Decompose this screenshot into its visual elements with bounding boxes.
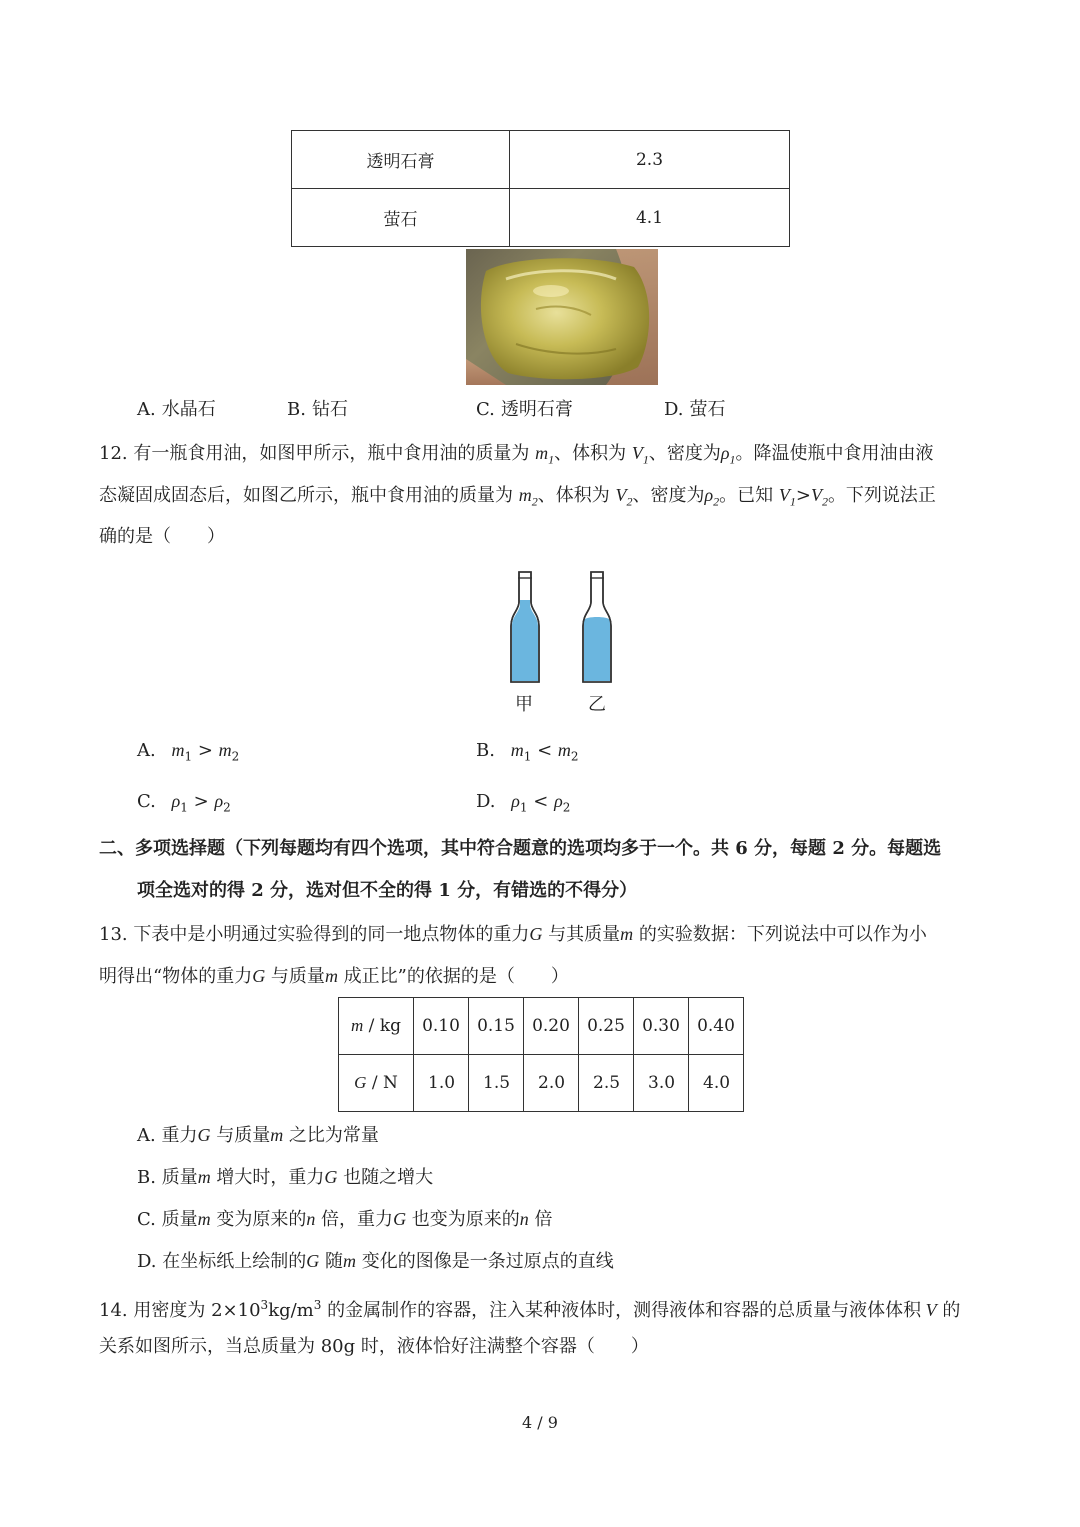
text: 与其质量 xyxy=(542,924,621,945)
symbol: G xyxy=(306,1251,320,1271)
subscript: 2 xyxy=(570,749,579,764)
table-cell-name: 透明石膏 xyxy=(292,131,510,189)
option-letter: A. xyxy=(137,1125,156,1146)
subscript: 1 xyxy=(789,494,796,509)
text: 用密度为 2×10 xyxy=(133,1300,261,1321)
q14-line-1 xyxy=(99,1284,960,1332)
table-cell-name: 萤石 xyxy=(292,189,510,247)
symbol: V xyxy=(921,1300,937,1320)
m-cell: 0.40 xyxy=(689,998,744,1055)
symbol: ρ xyxy=(511,791,520,811)
question-number: 13. xyxy=(99,924,128,945)
unit: / N xyxy=(366,1073,398,1093)
q13-option-b xyxy=(137,1156,433,1199)
symbol: m xyxy=(518,485,532,505)
operator: < xyxy=(533,791,549,812)
q11-option-a xyxy=(137,389,216,431)
symbol: n xyxy=(306,1209,316,1229)
symbol: ρ xyxy=(554,791,563,811)
density-table xyxy=(291,130,790,247)
symbol: m xyxy=(197,1167,211,1187)
q12-option-d xyxy=(476,780,570,829)
q14-line-2: 关系如图所示，当总质量为 80g 时，液体恰好注满整个容器（ ） xyxy=(99,1336,649,1357)
m-cell: 0.10 xyxy=(414,998,469,1055)
table-cell-value: 2.3 xyxy=(510,131,790,189)
symbol: m xyxy=(324,966,338,986)
subscript: 1 xyxy=(548,452,555,467)
subscript: 1 xyxy=(642,452,649,467)
symbol: m xyxy=(218,740,232,760)
q12-line-3: 确的是（ ） xyxy=(99,526,225,547)
page-number: 4 / 9 xyxy=(522,1413,558,1432)
superscript: 3 xyxy=(313,1298,322,1312)
bottle-yi-icon xyxy=(583,572,611,682)
text: 、体积为 xyxy=(537,485,616,506)
g-cell: 2.0 xyxy=(524,1055,579,1112)
text: 变为原来的 xyxy=(210,1209,307,1230)
symbol: m xyxy=(270,1125,284,1145)
option-text: 钻石 xyxy=(311,399,348,420)
symbol: m xyxy=(535,443,549,463)
text: 增大时，重力 xyxy=(210,1167,325,1188)
superscript: 3 xyxy=(260,1298,269,1312)
symbol: G xyxy=(529,924,543,944)
symbol: m xyxy=(351,1016,364,1035)
subscript: 1 xyxy=(184,749,193,764)
option-letter: C. xyxy=(476,399,495,420)
bottle-label-jia: 甲 xyxy=(515,694,533,715)
subscript: 2 xyxy=(821,494,828,509)
q13-line-2 xyxy=(99,955,569,998)
operator: < xyxy=(537,740,553,761)
symbol: G xyxy=(393,1209,407,1229)
symbol: G xyxy=(354,1073,367,1092)
option-letter: C. xyxy=(137,1209,156,1230)
operator: > xyxy=(193,791,209,812)
symbol: m xyxy=(342,1251,356,1271)
option-letter: B. xyxy=(287,399,306,420)
operator: > xyxy=(197,740,213,761)
subscript: 1 xyxy=(519,800,528,815)
text: 倍，重力 xyxy=(315,1209,394,1230)
symbol: m xyxy=(557,740,571,760)
text: 、密度为 xyxy=(648,443,721,464)
text: 在坐标纸上绘制的 xyxy=(162,1251,307,1272)
text: 的金属制作的容器，注入某种液体时，测得液体和容器的总质量与液体体积 xyxy=(321,1300,922,1321)
q13-line-1 xyxy=(99,913,927,956)
m-cell: 0.30 xyxy=(634,998,689,1055)
symbol: m xyxy=(171,740,185,760)
option-letter: D. xyxy=(664,399,684,420)
q13-option-c xyxy=(137,1198,553,1241)
subscript: 2 xyxy=(562,800,571,815)
symbol: ρ xyxy=(704,485,714,505)
q11-option-c xyxy=(476,389,573,431)
text: 、密度为 xyxy=(632,485,705,506)
option-letter: C. xyxy=(137,791,156,812)
symbol: V xyxy=(631,443,643,463)
m-cell: 0.20 xyxy=(524,998,579,1055)
text: 、体积为 xyxy=(554,443,632,464)
question-number: 14. xyxy=(99,1300,128,1321)
symbol: G xyxy=(324,1167,338,1187)
g-cell: 4.0 xyxy=(689,1055,744,1112)
m-cell: 0.25 xyxy=(579,998,634,1055)
g-cell: 3.0 xyxy=(634,1055,689,1112)
g-cell: 1.5 xyxy=(469,1055,524,1112)
unit: / kg xyxy=(363,1016,401,1036)
g-cell: 2.5 xyxy=(579,1055,634,1112)
subscript: 2 xyxy=(223,800,231,815)
text: 成正比”的依据的是（ ） xyxy=(337,966,569,987)
symbol: m xyxy=(510,740,524,760)
q13-option-a xyxy=(137,1114,379,1157)
option-text: 水晶石 xyxy=(161,399,216,420)
g-cell: 1.0 xyxy=(414,1055,469,1112)
symbol: V xyxy=(615,485,627,505)
text: > xyxy=(795,485,811,506)
symbol: V xyxy=(810,485,822,505)
section-2-heading-cont: 项全选对的得 2 分，选对但不全的得 1 分，有错选的不得分） xyxy=(137,880,638,901)
subscript: 1 xyxy=(523,749,532,764)
section-2-heading: 二、多项选择题（下列每题均有四个选项，其中符合题意的选项均多于一个。共 6 分，每题 2 分。每题选 xyxy=(99,838,942,859)
symbol: ρ xyxy=(720,443,730,463)
text: 与质量 xyxy=(265,966,325,987)
subscript: 2 xyxy=(231,749,240,764)
text: 变化的图像是一条过原点的直线 xyxy=(355,1251,614,1272)
bottle-jia-icon xyxy=(511,572,539,682)
symbol: m xyxy=(620,924,634,944)
text: 明得出“物体的重力 xyxy=(99,966,253,987)
text: 。已知 xyxy=(719,485,779,506)
text: 重力 xyxy=(161,1125,198,1146)
q13-option-d xyxy=(137,1240,614,1283)
option-letter: D. xyxy=(476,791,496,812)
option-letter: B. xyxy=(137,1167,156,1188)
symbol: m xyxy=(197,1209,211,1229)
text: 随 xyxy=(319,1251,343,1272)
text: 与质量 xyxy=(210,1125,271,1146)
text: 也随之增大 xyxy=(337,1167,434,1188)
q11-option-b xyxy=(287,389,348,431)
text: 有一瓶食用油，如图甲所示，瓶中食用油的质量为 xyxy=(133,443,536,464)
q12-option-c xyxy=(137,780,231,829)
symbol: n xyxy=(519,1209,529,1229)
text: 也变为原来的 xyxy=(406,1209,520,1230)
option-letter: A. xyxy=(137,740,156,761)
subscript: 1 xyxy=(729,452,736,467)
q11-option-d xyxy=(664,389,726,431)
subscript: 2 xyxy=(713,494,720,509)
question-number: 12. xyxy=(99,443,128,464)
text: 下表中是小明通过实验得到的同一地点物体的重力 xyxy=(133,924,530,945)
option-text: 萤石 xyxy=(689,399,726,420)
symbol: ρ xyxy=(171,791,181,811)
symbol: V xyxy=(778,485,790,505)
yellow-mineral-crystal-photo xyxy=(466,249,658,385)
subscript: 2 xyxy=(531,494,538,509)
symbol: G xyxy=(197,1125,211,1145)
symbol: G xyxy=(252,966,266,986)
option-letter: A. xyxy=(137,399,156,420)
text: 的 xyxy=(936,1300,961,1321)
text: 之比为常量 xyxy=(283,1125,379,1146)
table-cell-value: 4.1 xyxy=(510,189,790,247)
mass-weight-table xyxy=(338,997,744,1112)
row-header-m xyxy=(339,998,414,1055)
text: 质量 xyxy=(161,1167,198,1188)
q12-option-b xyxy=(476,729,579,778)
option-text: 透明石膏 xyxy=(500,399,573,420)
option-letter: B. xyxy=(476,740,495,761)
text: kg/m xyxy=(268,1300,314,1321)
text: 。下列说法正 xyxy=(827,485,936,506)
symbol: ρ xyxy=(214,791,224,811)
bottles-figure xyxy=(505,570,625,690)
text: 倍 xyxy=(528,1209,553,1230)
text: 的实验数据：下列说法中可以作为小 xyxy=(633,924,927,945)
option-letter: D. xyxy=(137,1251,157,1272)
text: 态凝固成固态后，如图乙所示，瓶中食用油的质量为 xyxy=(99,485,519,506)
row-header-g xyxy=(339,1055,414,1112)
m-cell: 0.15 xyxy=(469,998,524,1055)
subscript: 2 xyxy=(626,494,633,509)
q12-option-a xyxy=(137,729,239,778)
text: 。降温使瓶中食用油由液 xyxy=(735,443,934,464)
text: 质量 xyxy=(161,1209,198,1230)
subscript: 1 xyxy=(180,800,188,815)
bottle-label-yi: 乙 xyxy=(588,694,606,715)
